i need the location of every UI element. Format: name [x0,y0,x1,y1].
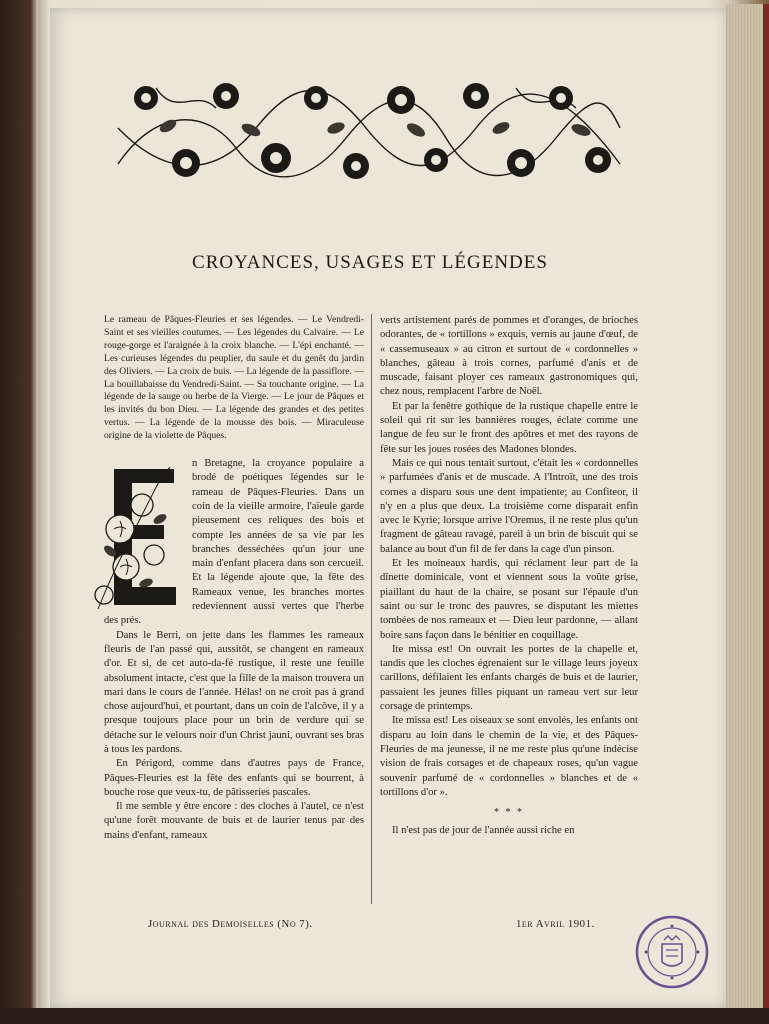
paragraph: Mais ce qui nous tentait surtout, c'était les « cordonnelles » parfumées d'anis et de muscade. A l'Introït, une des trois cornes a disparu sous une dent impatiente; au Confiteor, il n'y en a plus que deux. La troisième corne disparait enfin avec le Kyrie; lorsque arrive l'Oremus, il ne reste plus qu'un fragment de gâteau ravagé, pareil à un brin de biscuit qui se balance au bout d'un fil de fer dans la cage d'un pinson. [380,457,638,555]
paragraph: Il n'est pas de jour de l'année aussi riche en [392,825,575,837]
paragraph: Et les moineaux hardis, qui réclament leur part de la dînette dominicale, vont et viennent sous la voûte grise, piaillant du haut de la chaire, se posant sur l'épaule d'un saint ou sur le tronc des pauvres, se disputant les miettes tombées de nos rameaux et — Dieu leur pardonne, — allant boire sans façon dans le bénitier en coquillage. [380,558,638,641]
article-summary: Le rameau de Pâques-Fleuries et ses légendes. — Le Vendredi-Saint et ses vieilles coutumes. — Les légendes du Calvaire. — Le rouge-gorge et l'araignée à la croix blanche. — L'épi enchanté. — Les curieuses légendes du peuplier, du saule et du genêt du jardin des Oliviers. — La croix de buis. — La légende de la passiflore. — La bouillabaisse du Vendredi-Saint. — Sa touchante origine. — La légende de la sauge ou herbe de la Vierge. — Le jour de Pâques et les invités du bon Dieu. — La légende des grandes et des petites vertus. — La légende de la mousse des bois. — Miraculeuse origine de la violette de Pâques. [104,314,364,442]
opening-paragraph-block [104,457,364,629]
left-page-edge [38,0,50,1024]
paragraph: Ite missa est! On ouvrait les portes de la chapelle et, tandis que les cloches égrenaient sur le village leurs joyeux carillons, défilaient les enfants chargés de buis et de laurier, passaient les jeunes filles piquant un rameau vert sur leur corsage de printemps. [380,643,638,713]
cover-bottom [0,1008,769,1024]
right-column [380,314,638,839]
section-asterism: * * * [494,807,524,819]
footer-date: 1er Avril 1901. [516,918,595,930]
paragraph: Et par la fenêtre gothique de la rustique chapelle entre le soleil qui rit sur les bannières rouges, éclate comme une langue de feu sur le front des apôtres et met des rayons de fête sur les joues rosées des Madones blondes. [380,400,638,455]
paragraph: Ite missa est! Les oiseaux se sont envolés, les enfants ont disparu au loin dans le chemin de la vie, et des Pâques-Fleuries de ma jeunesse, il ne me reste plus qu'une indécise vision de frais corsages et de chapeaux roses, qu'un vague souvenir parfumé de « cordonnelles » blanches et de « tortillons d'or ». [380,715,638,798]
paragraph: En Périgord, comme dans d'autres pays de France, Pâques-Fleuries est la fête des enfants qui se bourrent, à bouche rose que veux-tu, de pâtisseries pascales. [104,758,364,798]
paragraph: Dans le Berri, on jette dans les flammes les rameaux fleuris de l'an passé qui, aussitôt, se changent en rameaux d'or. Et si, de cet auto-da-fé rustique, il reste une feuille absolument intacte, c'est que la fille de la maison trouvera un mari dans le cours de l'année. Hélas! on ne croit pas à grand chose aujourd'hui, et pourtant, dans un coin de l'alcôve, il y a presque toujours place pour un brin de verdure qui se détache sur le velours noir d'un Christ jauni, ouvrant ses bras à tous les pardons. [104,629,364,755]
floral-header-ornament [116,68,622,196]
page-stack-edge [726,4,769,1016]
column-rule [371,314,372,904]
library-stamp [634,914,710,990]
article-title: CROYANCES, USAGES ET LÉGENDES [192,252,548,273]
footer-journal-title: Journal des Demoiselles (No 7). [148,918,313,930]
paragraph: n Bretagne, la croyance populaire a brodé de poétiques légendes sur le rameau de Pâques-Fleuries. Dans un coin de la vieille armoire, l'aïeule garde pieusement ces reliques des bois et compte les années de sa vie par les branches desséchées qu'un jour une main d'enfant placera dans son cercueil. Et la légende ajoute que, la fête des Rameaux venue, les branches mortes redeviennent aussi vertes que l'herbe des prés. [104,458,364,627]
decorated-initial-e [90,459,186,611]
paragraph: verts artistement parés de pommes et d'oranges, de brioches odorantes, de « tortillons » exquis, vernis au jaune d'œuf, de « cassemuseaux » au citron et surtout de « cordonnelles » blanches, gâteau à trois cornes, parfumé d'anis et de muscade, faisant ployer ces rameaux gastronomiques qui, chez nous, remplacent l'arbre de Noël. [380,315,638,398]
paragraph: Il me semble y être encore : des cloches à l'autel, ce n'est qu'une forêt mouvante de buis et de laurier tenus par des mains d'enfant, rameaux [104,801,364,841]
left-column [104,314,364,843]
